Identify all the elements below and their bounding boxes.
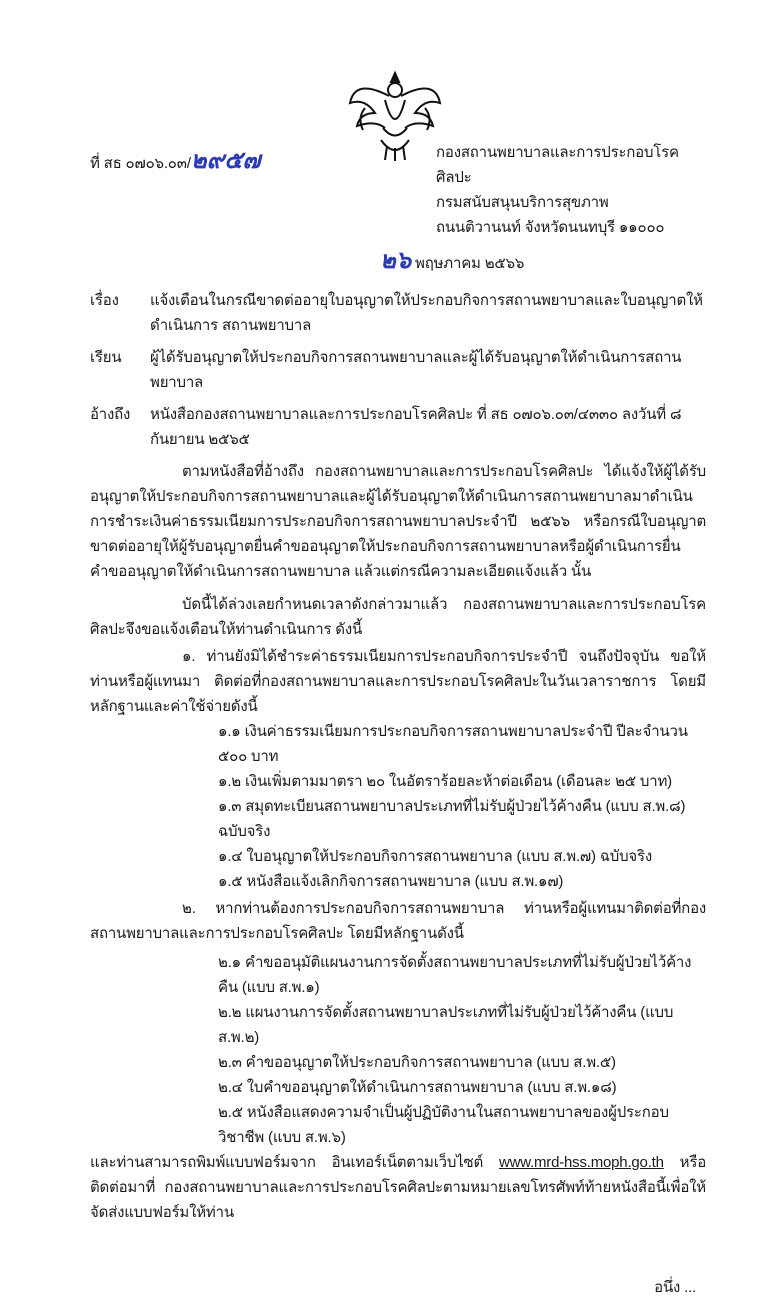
letter-header: [90, 140, 706, 240]
org-line: กองสถานพยาบาลและการประกอบโรคศิลปะ: [436, 144, 679, 186]
letter-body: [90, 140, 706, 1300]
sub-item: ๒.๑ คำขออนุมัติแผนงานการจัดตั้งสถานพยาบาลประเภทที่ไม่รับผู้ป่วยไว้ค้างคืน (แบบ ส.พ.๑): [218, 954, 692, 996]
item-2-subitems: [90, 950, 706, 1150]
sub-item: ๑.๕ หนังสือแจ้งเลิกกิจการสถานพยาบาล (แบบ ส.พ.๑๗): [218, 873, 564, 890]
subject-line: สถานพยาบาล: [221, 317, 312, 334]
item-2-line: ๒. หากท่านต้องการประกอบกิจการสถานพยาบาล ท่านหรือผู้แทนมาติดต่อที่กองสถานพยาบาล: [90, 900, 706, 942]
paragraph-line: ตามหนังสือที่อ้างถึง กองสถานพยาบาลและการประกอบโรคศิลปะ ได้แจ้งให้ผู้ได้รับอนุญาตให้: [90, 463, 706, 505]
org-line: กรมสนับสนุนบริการสุขภาพ: [436, 194, 609, 211]
org-address: [436, 140, 706, 240]
sub-item: ๒.๓ คำขออนุญาตให้ประกอบกิจการสถานพยาบาล (แบบ ส.พ.๕): [218, 1054, 616, 1071]
paragraph-line: แจ้งเตือนให้ท่านดำเนินการ ดังนี้: [160, 621, 363, 638]
paragraph-line: ประกอบกิจการสถานพยาบาลและผู้ได้รับอนุญาตให้ดำเนินการสถานพยาบาลมาดำเนินการชำระเงินค่าธรรมเนียม: [90, 488, 693, 530]
document-date: [380, 248, 706, 276]
subject-line: แจ้งเตือนในกรณีขาดต่ออายุใบอนุญาตให้ประกอบกิจการสถานพยาบาลและใบอนุญาตให้ดำเนินการ: [150, 292, 703, 334]
sub-item: ๑.๑ เงินค่าธรรมเนียมการประกอบกิจการสถานพยาบาลประจำปี ปีละจำนวน ๕๐๐ บาท: [218, 723, 688, 765]
to-text: ผู้ได้รับอนุญาตให้ประกอบกิจการสถานพยาบาลและผู้ได้รับอนุญาตให้ดำเนินการสถานพยาบาล: [150, 349, 682, 391]
subject-text: [150, 288, 706, 338]
closing-text: หรือติดต่อมาที่: [90, 1154, 707, 1196]
paragraph-1: [90, 459, 706, 584]
paragraph-line: การประกอบกิจการสถานพยาบาลประจำปี ๒๕๖๖ หรือกรณีใบอนุญาตขาดต่ออายุให้ผู้รับอนุญาตยื่นคำขออนุญาต: [90, 513, 706, 555]
sub-item: ๒.๒ แผนงานการจัดตั้งสถานพยาบาลประเภทที่ไม่รับผู้ป่วยไว้ค้างคืน (แบบ ส.พ.๒): [218, 1004, 674, 1046]
subject-label: เรื่อง: [90, 292, 119, 309]
to-row: [90, 345, 706, 395]
ref-label: อ้างถึง: [90, 406, 131, 423]
org-line: ถนนติวานนท์ จังหวัดนนทบุรี ๑๑๐๐๐: [436, 219, 665, 236]
to-label: เรียน: [90, 349, 122, 366]
paragraph-line: บัดนี้ได้ล่วงเลยกำหนดเวลาดังกล่าวมาแล้ว กองสถานพยาบาลและการประกอบโรคศิลปะจึงขอ: [90, 596, 706, 638]
item-1-line: ๑. ท่านยังมิได้ชำระค่าธรรมเนียมการประกอบกิจการประจำปี จนถึงปัจจุบัน ขอให้ท่านหรือ: [90, 648, 706, 690]
item-1-line: ผู้แทนมา ติดต่อที่กองสถานพยาบาลและการประกอบโรคศิลปะในวันเวลาราชการ โดยมีหลักฐานและค่าใช้จ่ายดังนี้: [90, 673, 706, 715]
paragraph-line: ละเอียดแจ้งแล้ว นั้น: [466, 563, 591, 580]
sub-item: ๒.๔ ใบคำขออนุญาตให้ดำเนินการสถานพยาบาล (แบบ ส.พ.๑๘): [218, 1079, 617, 1096]
sub-item: ๒.๕ หนังสือแสดงความจำเป็นผู้ปฏิบัติงานในสถานพยาบาลของผู้ประกอบวิชาชีพ (แบบ ส.พ.๖): [218, 1104, 669, 1146]
sub-item: ๑.๓ สมุดทะเบียนสถานพยาบาลประเภทที่ไม่รับผู้ป่วยไว้ค้างคืน (แบบ ส.พ.๘) ฉบับจริง: [218, 798, 686, 840]
document-number: [90, 148, 260, 176]
sub-item: ๑.๔ ใบอนุญาตให้ประกอบกิจการสถานพยาบาล (แบบ ส.พ.๗) ฉบับจริง: [218, 848, 652, 865]
paragraph-line: ให้ประกอบกิจการสถานพยาบาลหรือผู้ดำเนินการยื่นคำขออนุญาตให้ดำเนินการสถานพยาบาล แล้วแต่กรณีความ: [90, 538, 681, 580]
closing-text: และท่านสามารถพิมพ์แบบฟอร์มจาก อินเทอร์เน็ตตามเว็บไซต์: [90, 1154, 499, 1171]
closing-paragraph: [90, 1150, 706, 1225]
document-number-prefix: ที่ สธ ๐๗๐๖.๐๓/: [90, 155, 191, 172]
sub-item: ๑.๒ เงินเพิ่มตามมาตรา ๒๐ ในอัตราร้อยละห้าต่อเดือน (เดือนละ ๒๕ บาท): [218, 773, 672, 790]
subject-row: [90, 288, 706, 338]
paragraph-2: [90, 592, 706, 642]
date-month-year: พฤษภาคม ๒๕๖๖: [415, 255, 525, 272]
continued-marker: อนึ่ง ...: [654, 1279, 696, 1296]
date-day-handwritten: ๒๖: [380, 247, 412, 274]
ref-text: หนังสือกองสถานพยาบาลและการประกอบโรคศิลปะ ที่ สธ ๐๗๐๖.๐๓/๔๓๓๐ ลงวันที่ ๘ กันยายน ๒๕๖๕: [150, 406, 682, 448]
website-link[interactable]: www.mrd-hss.moph.go.th: [498, 1154, 664, 1171]
ref-row: [90, 402, 706, 452]
item-2-line: และการประกอบโรคศิลปะ โดยมีหลักฐานดังนี้: [179, 925, 464, 942]
item-2: [90, 896, 706, 946]
item-1: [90, 644, 706, 719]
document-number-handwritten: ๒๙๕๗: [190, 147, 261, 174]
closing-line: กองสถานพยาบาลและการประกอบโรคศิลปะตามหมายเลขโทรศัพท์ท้ายหนังสือนี้เพื่อให้จัดส่งแบบฟอร์มให้ท่าน: [90, 1179, 706, 1221]
item-1-subitems: [90, 719, 706, 894]
